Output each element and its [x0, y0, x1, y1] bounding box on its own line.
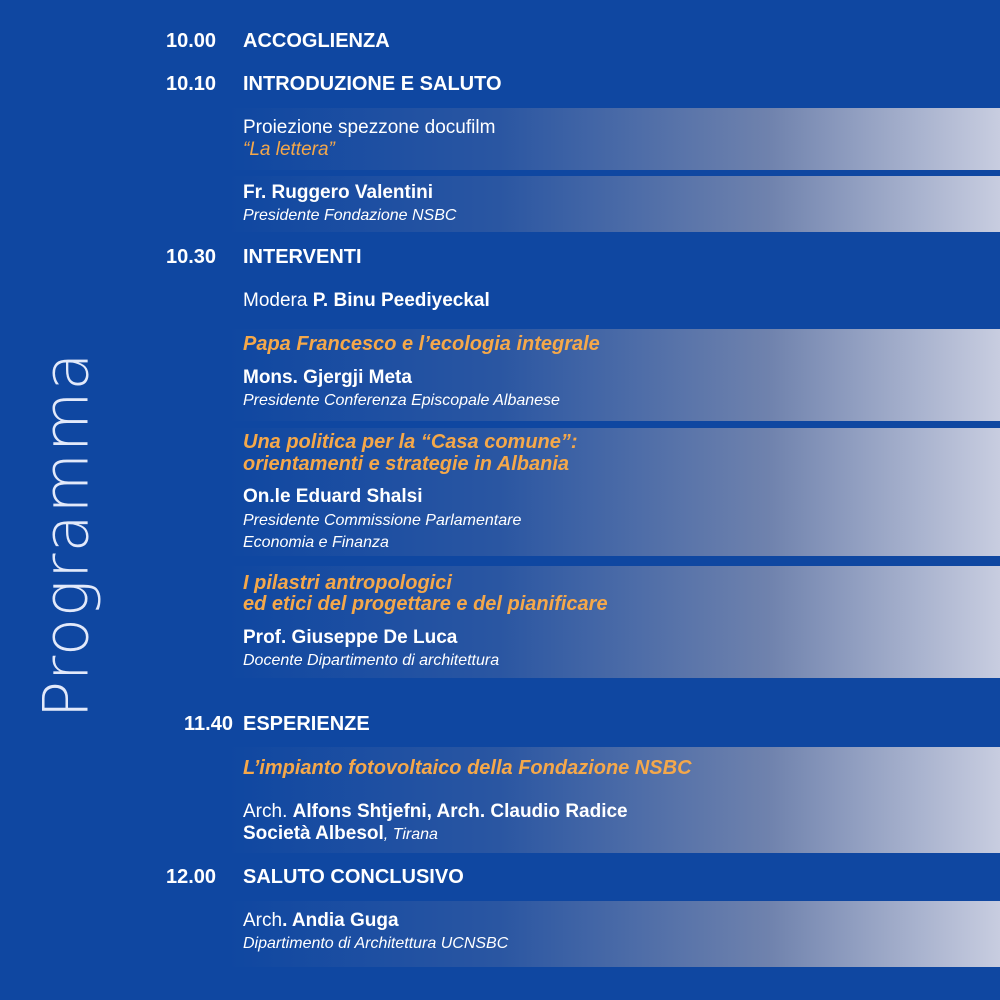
time-1000: 10.00: [166, 30, 217, 52]
time-1140: 11.40: [184, 713, 233, 735]
speaker-deluca: Prof. Giuseppe De Luca: [243, 627, 458, 648]
programma-title-text: Programma: [29, 351, 103, 719]
role-valentini: Presidente Fondazione NSBC: [243, 207, 457, 224]
role-shalsi-2: Economia e Finanza: [243, 534, 389, 551]
heading-interventi: INTERVENTI: [243, 246, 362, 268]
speakers-albesol-prefix: Arch.: [243, 801, 293, 822]
company-albesol-name: Società Albesol: [243, 823, 384, 844]
topic-shalsi-1: Una politica per la “Casa comune”:: [243, 431, 578, 453]
topic-deluca-2: ed etici del progettare e del pianificare: [243, 593, 608, 615]
heading-accoglienza: ACCOGLIENZA: [243, 30, 390, 52]
speaker-guga: [243, 910, 399, 932]
heading-introduzione: INTRODUZIONE E SALUTO: [243, 73, 502, 95]
speaker-guga-name: . Andia Guga: [282, 910, 399, 931]
heading-esperienze: ESPERIENZE: [243, 713, 370, 735]
topic-albesol: L’impianto fotovoltaico della Fondazione NSBC: [243, 757, 692, 779]
proiezione-title: “La lettera”: [243, 139, 335, 160]
time-1030: 10.30: [166, 246, 217, 268]
proiezione-text: Proiezione spezzone docufilm: [243, 117, 496, 138]
speaker-valentini: Fr. Ruggero Valentini: [243, 182, 434, 203]
programma-title: [29, 351, 103, 719]
time-1200: 12.00: [166, 866, 217, 888]
role-shalsi-1: Presidente Commissione Parlamentare: [243, 512, 522, 529]
moderator-prefix: Modera: [243, 290, 313, 311]
topic-shalsi-2: orientamenti e strategie in Albania: [243, 453, 570, 475]
company-albesol: [243, 823, 438, 846]
topic-meta: Papa Francesco e l’ecologia integrale: [243, 333, 600, 355]
speakers-albesol: [243, 801, 628, 823]
moderator-line: [243, 290, 490, 312]
company-albesol-city: , Tirana: [383, 826, 438, 843]
speaker-guga-prefix: Arch: [243, 910, 283, 931]
time-1010: 10.10: [166, 73, 217, 95]
role-meta: Presidente Conferenza Episcopale Albanese: [243, 392, 560, 409]
role-guga: Dipartimento di Architettura UCNSBC: [243, 935, 509, 952]
topic-deluca-1: I pilastri antropologici: [243, 572, 452, 594]
role-deluca: Docente Dipartimento di architettura: [243, 652, 500, 669]
speaker-meta: Mons. Gjergji Meta: [243, 367, 412, 388]
heading-saluto-conclusivo: SALUTO CONCLUSIVO: [243, 866, 464, 888]
speakers-albesol-names: Alfons Shtjefni, Arch. Claudio Radice: [292, 801, 628, 822]
moderator-name: P. Binu Peediyeckal: [312, 290, 490, 311]
speaker-shalsi: On.le Eduard Shalsi: [243, 486, 423, 507]
